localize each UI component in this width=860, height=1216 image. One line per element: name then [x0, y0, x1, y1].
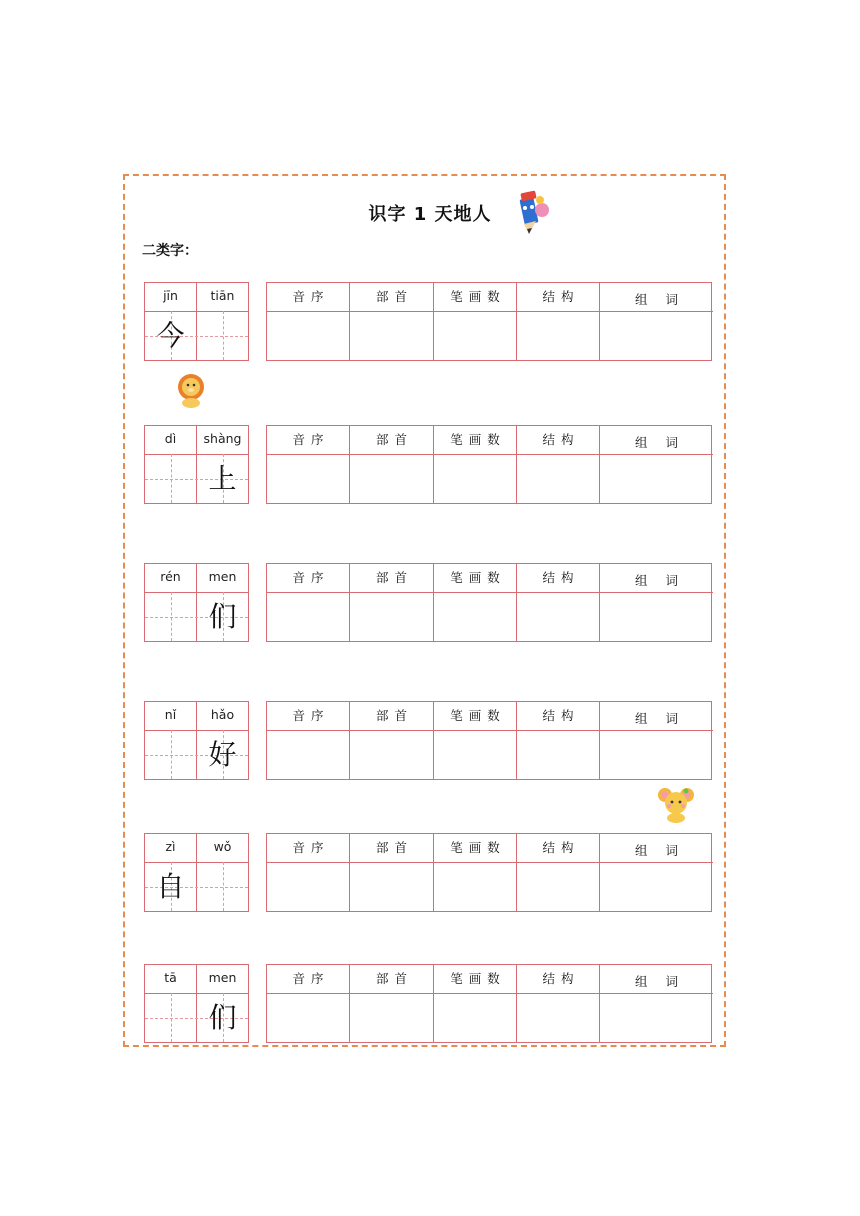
- answer-cell[interactable]: [434, 731, 517, 779]
- table-header-cell: [517, 564, 600, 593]
- answer-cell[interactable]: [600, 731, 713, 779]
- character-row: [0, 964, 860, 1044]
- column-header-label: 部首: [375, 708, 413, 723]
- column-header-label: 组词: [634, 711, 696, 726]
- answer-cell[interactable]: [434, 863, 517, 911]
- answer-cell[interactable]: [517, 455, 600, 503]
- column-header-label: 音序: [292, 432, 330, 447]
- table-header-cell: [350, 564, 434, 593]
- column-header-label: 音序: [292, 289, 330, 304]
- column-header-label: 组词: [634, 292, 696, 307]
- table-header-cell: [350, 702, 434, 731]
- column-header-label: 组词: [634, 573, 696, 588]
- pinyin-label: dì: [164, 431, 177, 446]
- character-info-table: [266, 964, 712, 1043]
- answer-cell[interactable]: [517, 731, 600, 779]
- column-header-label: 结构: [542, 570, 580, 585]
- character-row: [0, 282, 860, 362]
- column-header-label: 结构: [542, 971, 580, 986]
- hanzi-character: 好: [208, 738, 237, 771]
- column-header-label: 结构: [542, 840, 580, 855]
- pinyin-label: men: [208, 970, 237, 985]
- table-header-cell: [600, 702, 713, 731]
- column-header-label: 音序: [292, 840, 330, 855]
- column-header-label: 结构: [542, 289, 580, 304]
- character-row: [0, 563, 860, 643]
- table-header-cell: [517, 426, 600, 455]
- hanzi-character: 今: [156, 319, 185, 352]
- hanzi-character: 自: [156, 870, 185, 903]
- column-header-label: 音序: [292, 708, 330, 723]
- tianzige-writing-grid: [144, 563, 249, 642]
- character-info-table: [266, 833, 712, 912]
- character-row: [0, 425, 860, 505]
- answer-cell[interactable]: [267, 312, 350, 360]
- column-header-label: 结构: [542, 432, 580, 447]
- pinyin-label: hǎo: [210, 707, 235, 722]
- character-info-table: [266, 282, 712, 361]
- tianzige-writing-grid: [144, 425, 249, 504]
- table-header-cell: [600, 426, 713, 455]
- table-header-cell: [517, 965, 600, 994]
- table-header-cell: [267, 564, 350, 593]
- tianzige-writing-grid: [144, 833, 249, 912]
- table-header-cell: [600, 564, 713, 593]
- table-header-cell: [600, 834, 713, 863]
- tianzige-writing-grid: [144, 701, 249, 780]
- answer-cell[interactable]: [600, 455, 713, 503]
- pinyin-label: tiān: [210, 288, 235, 303]
- answer-cell[interactable]: [350, 994, 434, 1042]
- column-header-label: 部首: [375, 570, 413, 585]
- pinyin-label: nǐ: [164, 707, 177, 722]
- page-title: 识字 1 天地人: [368, 204, 492, 225]
- table-header-cell: [267, 965, 350, 994]
- character-info-table: [266, 701, 712, 780]
- table-header-cell: [517, 283, 600, 312]
- answer-cell[interactable]: [267, 863, 350, 911]
- answer-cell[interactable]: [350, 312, 434, 360]
- answer-cell[interactable]: [600, 593, 713, 641]
- answer-cell[interactable]: [350, 731, 434, 779]
- column-header-label: 部首: [375, 840, 413, 855]
- column-header-label: 组词: [634, 843, 696, 858]
- answer-cell[interactable]: [517, 312, 600, 360]
- pinyin-label: jīn: [163, 288, 178, 303]
- answer-cell[interactable]: [350, 863, 434, 911]
- answer-cell[interactable]: [434, 455, 517, 503]
- column-header-label: 部首: [375, 432, 413, 447]
- table-header-cell: [350, 283, 434, 312]
- pinyin-label: rén: [160, 569, 181, 584]
- answer-cell[interactable]: [267, 455, 350, 503]
- answer-cell[interactable]: [517, 994, 600, 1042]
- answer-cell[interactable]: [267, 994, 350, 1042]
- answer-cell[interactable]: [600, 312, 713, 360]
- column-header-label: 笔画数: [450, 570, 506, 585]
- pinyin-label: men: [208, 569, 237, 584]
- table-header-cell: [517, 702, 600, 731]
- table-header-cell: [350, 834, 434, 863]
- table-header-cell: [434, 702, 517, 731]
- subtitle-second-class-characters: 二类字：: [142, 243, 198, 259]
- tianzige-writing-grid: [144, 964, 249, 1043]
- column-header-label: 笔画数: [450, 289, 506, 304]
- answer-cell[interactable]: [350, 593, 434, 641]
- table-header-cell: [267, 283, 350, 312]
- table-header-cell: [350, 426, 434, 455]
- column-header-label: 结构: [542, 708, 580, 723]
- table-header-cell: [600, 283, 713, 312]
- column-header-label: 音序: [292, 570, 330, 585]
- table-header-cell: [434, 283, 517, 312]
- column-header-label: 组词: [634, 974, 696, 989]
- column-header-label: 笔画数: [450, 840, 506, 855]
- hanzi-character: 上: [208, 462, 237, 495]
- character-info-table: [266, 425, 712, 504]
- column-header-label: 部首: [375, 289, 413, 304]
- column-header-label: 笔画数: [450, 708, 506, 723]
- character-row: [0, 833, 860, 913]
- answer-cell[interactable]: [434, 312, 517, 360]
- answer-cell[interactable]: [434, 593, 517, 641]
- answer-cell[interactable]: [517, 593, 600, 641]
- column-header-label: 笔画数: [450, 971, 506, 986]
- answer-cell[interactable]: [600, 863, 713, 911]
- lion-mascot-icon: [174, 372, 208, 408]
- table-header-cell: [267, 702, 350, 731]
- table-header-cell: [267, 834, 350, 863]
- table-header-cell: [267, 426, 350, 455]
- answer-cell[interactable]: [350, 455, 434, 503]
- pinyin-label: shàng: [203, 431, 242, 446]
- table-header-cell: [434, 965, 517, 994]
- answer-cell[interactable]: [517, 863, 600, 911]
- tianzige-writing-grid: [144, 282, 249, 361]
- character-info-table: [266, 563, 712, 642]
- answer-cell[interactable]: [267, 593, 350, 641]
- hanzi-character: 们: [208, 600, 237, 633]
- column-header-label: 部首: [375, 971, 413, 986]
- table-header-cell: [517, 834, 600, 863]
- answer-cell[interactable]: [267, 731, 350, 779]
- answer-cell[interactable]: [600, 994, 713, 1042]
- column-header-label: 笔画数: [450, 432, 506, 447]
- mouse-mascot-icon: [656, 786, 696, 824]
- pinyin-label: tā: [164, 970, 177, 985]
- pencil-mascot-icon: [508, 188, 554, 240]
- table-header-cell: [434, 564, 517, 593]
- answer-cell[interactable]: [434, 994, 517, 1042]
- table-header-cell: [600, 965, 713, 994]
- pinyin-label: wǒ: [213, 839, 232, 854]
- column-header-label: 组词: [634, 435, 696, 450]
- table-header-cell: [434, 426, 517, 455]
- pinyin-label: zì: [165, 839, 176, 854]
- table-header-cell: [350, 965, 434, 994]
- column-header-label: 音序: [292, 971, 330, 986]
- character-row: [0, 701, 860, 781]
- hanzi-character: 们: [208, 1001, 237, 1034]
- table-header-cell: [434, 834, 517, 863]
